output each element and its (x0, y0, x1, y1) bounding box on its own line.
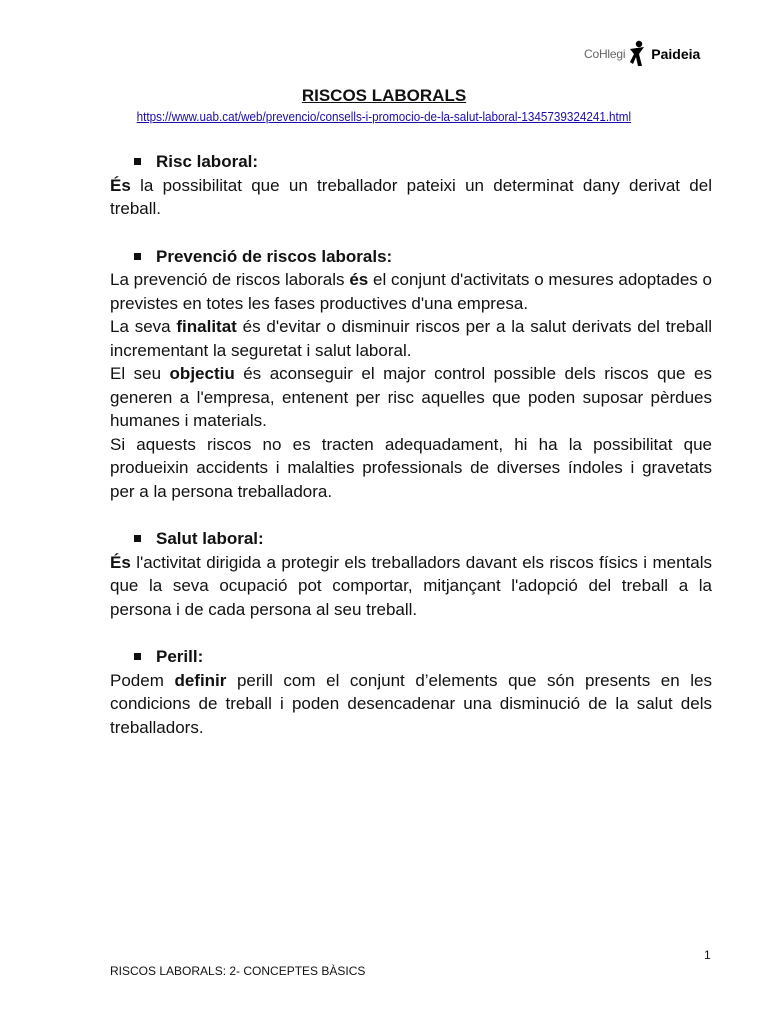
text-run: La prevenció de riscos laborals (110, 270, 350, 289)
square-bullet-icon (134, 253, 141, 260)
section-spacer (110, 621, 712, 645)
section-heading-text: Perill: (156, 647, 204, 666)
paragraph (110, 362, 712, 433)
bold-term: definir (174, 670, 227, 690)
school-logo (584, 40, 700, 68)
section-heading (134, 527, 712, 551)
section-heading (134, 645, 712, 669)
text-run: és aconseguir el major control possible dels riscos que es generen a l'empresa, entenent per risc aquelles que poden suposar pèrdues humanes i materials. (110, 364, 712, 430)
paragraph (110, 174, 712, 221)
paragraph (110, 315, 712, 362)
bold-term: és (349, 270, 369, 289)
source-link[interactable]: https://www.uab.cat/web/prevencio/consells-i-promocio-de-la-salut-laboral-1345739324241.html (136, 110, 632, 124)
text-run: Si aquests riscos no es tracten adequadament, hi ha la possibilitat que produeixin accidents i malalties professionals de diverses índoles i gravetats per a la persona treballadora. (110, 434, 712, 501)
page-footer: RISCOS LABORALS: 2- CONCEPTES BÀSICS (110, 964, 366, 978)
text-run: La seva (110, 317, 177, 336)
section-heading (134, 245, 712, 269)
section-heading-text: Risc laboral: (156, 152, 259, 171)
paragraph (110, 433, 712, 504)
section-heading-text: Salut laboral: (156, 529, 264, 548)
square-bullet-icon (134, 535, 141, 542)
square-bullet-icon (134, 158, 141, 165)
paragraph (110, 669, 712, 740)
text-run: la possibilitat que un treballador pateixi un determinat dany derivat del treball. (110, 175, 712, 218)
document-body (110, 150, 712, 739)
page-number: 1 (704, 948, 711, 962)
text-run: és d'evitar o disminuir riscos per a la salut derivats del treball incrementant la seguretat i salut laboral. (110, 317, 712, 360)
section-spacer (110, 503, 712, 527)
paragraph (110, 551, 712, 622)
section-spacer (110, 221, 712, 245)
logo-small-text: CoHlegi (584, 47, 626, 61)
bold-term: És (110, 175, 131, 195)
square-bullet-icon (134, 653, 141, 660)
page-title: RISCOS LABORALS (301, 86, 467, 105)
section-heading-text: Prevenció de riscos laborals: (156, 246, 393, 266)
text-run: Podem (110, 670, 175, 690)
bold-term: És (110, 552, 131, 572)
person-figure-icon (627, 40, 647, 68)
logo-main-text: Paideia (651, 46, 701, 62)
text-run: perill com el conjunt d’elements que són presents en les condicions de treball i poden desencadenar una disminució de la salut dels treballadors. (110, 670, 712, 737)
paragraph (110, 268, 712, 315)
text-run: El seu (110, 364, 170, 383)
text-run: el conjunt d'activitats o mesures adoptades o previstes en totes les fases productives d'una empresa. (110, 270, 712, 313)
text-run: l'activitat dirigida a protegir els treballadors davant els riscos físics i mentals que la seva ocupació pot comportar, mitjançant l'adopció del treball a la persona i de cada persona al seu treball. (110, 552, 712, 619)
section-heading (134, 150, 712, 174)
bold-term: finalitat (176, 317, 237, 336)
bold-term: objectiu (169, 364, 235, 383)
